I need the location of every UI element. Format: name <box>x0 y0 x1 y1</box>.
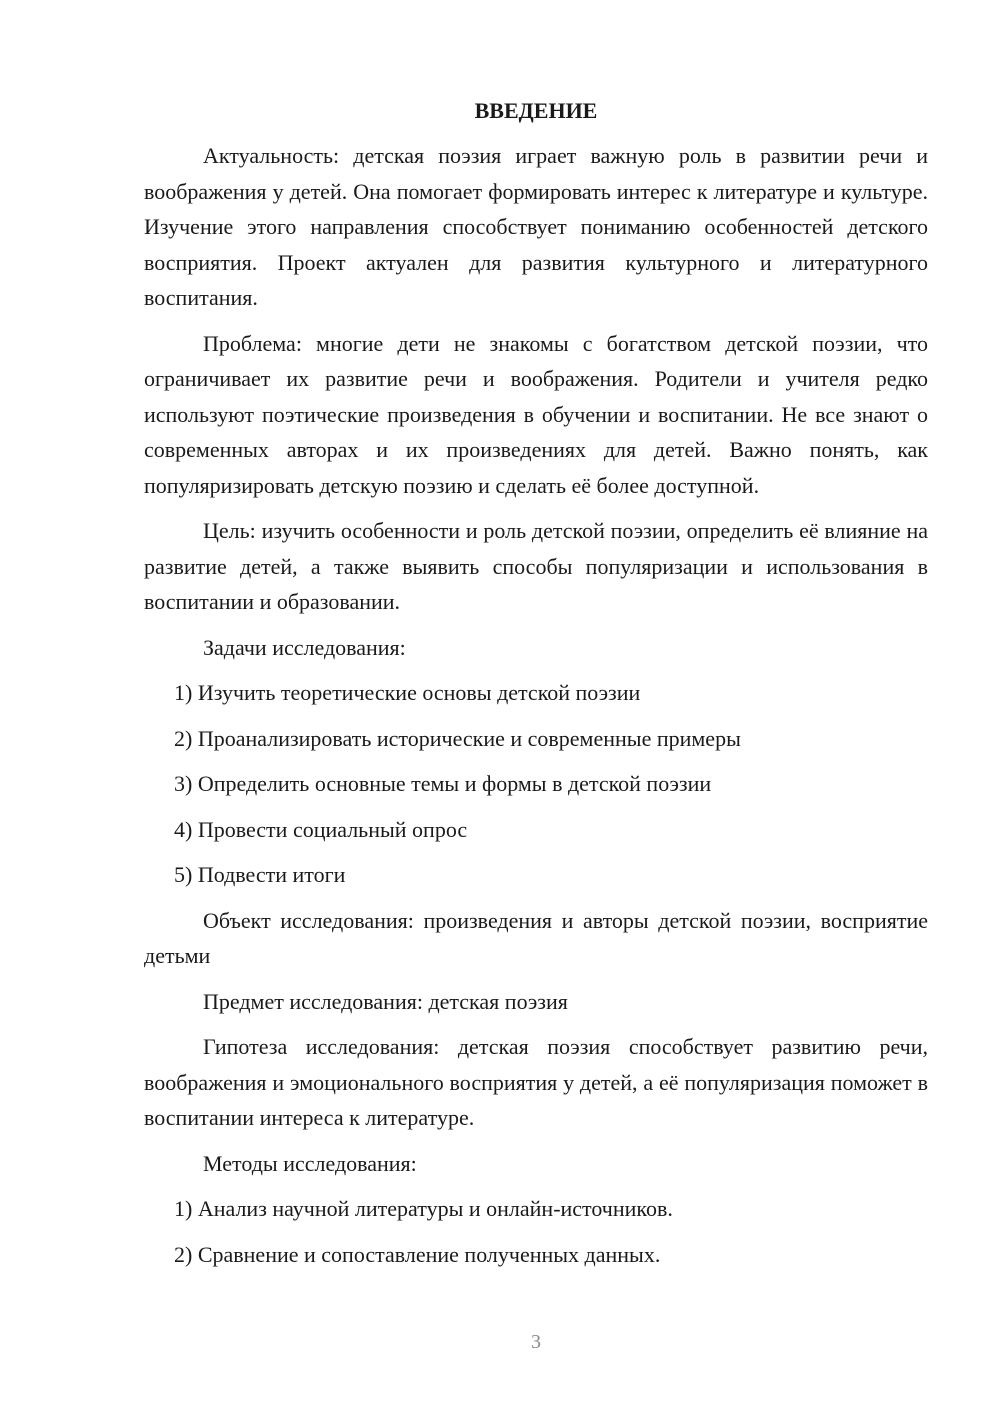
problem-paragraph: Проблема: многие дети не знакомы с богатством детской поэзии, что ограничивает их развитие речи и воображения. Родители и учителя редко используют поэтические произведения в обучении и воспитании. Не все знают о современных авторах и их произведениях для детей. Важно понять, как популяризировать детскую поэзию и сделать её более доступной. <box>144 330 928 498</box>
hypothesis-paragraph: Гипотеза исследования: детская поэзия способствует развитию речи, воображения и эмоционального восприятия у детей, а её популяризация поможет в воспитании интереса к литературе. <box>144 1034 928 1130</box>
relevance-paragraph: Актуальность: детская поэзия играет важную роль в развитии речи и воображения у детей. Она помогает формировать интерес к литературе и культуре. Изучение этого направления способствует пониманию особенностей детского восприятия. Проект актуален для развития культурного и литературного воспитания. <box>144 143 928 310</box>
method-item: 2) Сравнение и сопоставление полученных данных. <box>174 1241 661 1267</box>
goal-paragraph: Цель: изучить особенности и роль детской поэзии, определить её влияние на развитие детей, а также выявить способы популяризации и использования в воспитании и образовании. <box>144 518 928 614</box>
task-item: 5) Подвести итоги <box>174 862 346 887</box>
task-item: 2) Проанализировать исторические и современные примеры <box>174 725 741 751</box>
task-item: 1) Изучить теоретические основы детской поэзии <box>174 680 641 705</box>
task-item: 3) Определить основные темы и формы в детской поэзии <box>174 771 712 796</box>
page-number: 3 <box>531 1331 541 1353</box>
section-heading: ВВЕДЕНИЕ <box>474 98 598 123</box>
subject-paragraph: Предмет исследования: детская поэзия <box>203 988 568 1014</box>
method-item: 1) Анализ научной литературы и онлайн-источников. <box>174 1196 673 1221</box>
task-item: 4) Провести социальный опрос <box>174 816 468 842</box>
object-paragraph: Объект исследования: произведения и авторы детской поэзии, восприятие детьми <box>144 907 928 968</box>
tasks-label: Задачи исследования: <box>203 634 406 660</box>
page-content <box>144 93 928 1282</box>
methods-label: Методы исследования: <box>203 1150 417 1176</box>
